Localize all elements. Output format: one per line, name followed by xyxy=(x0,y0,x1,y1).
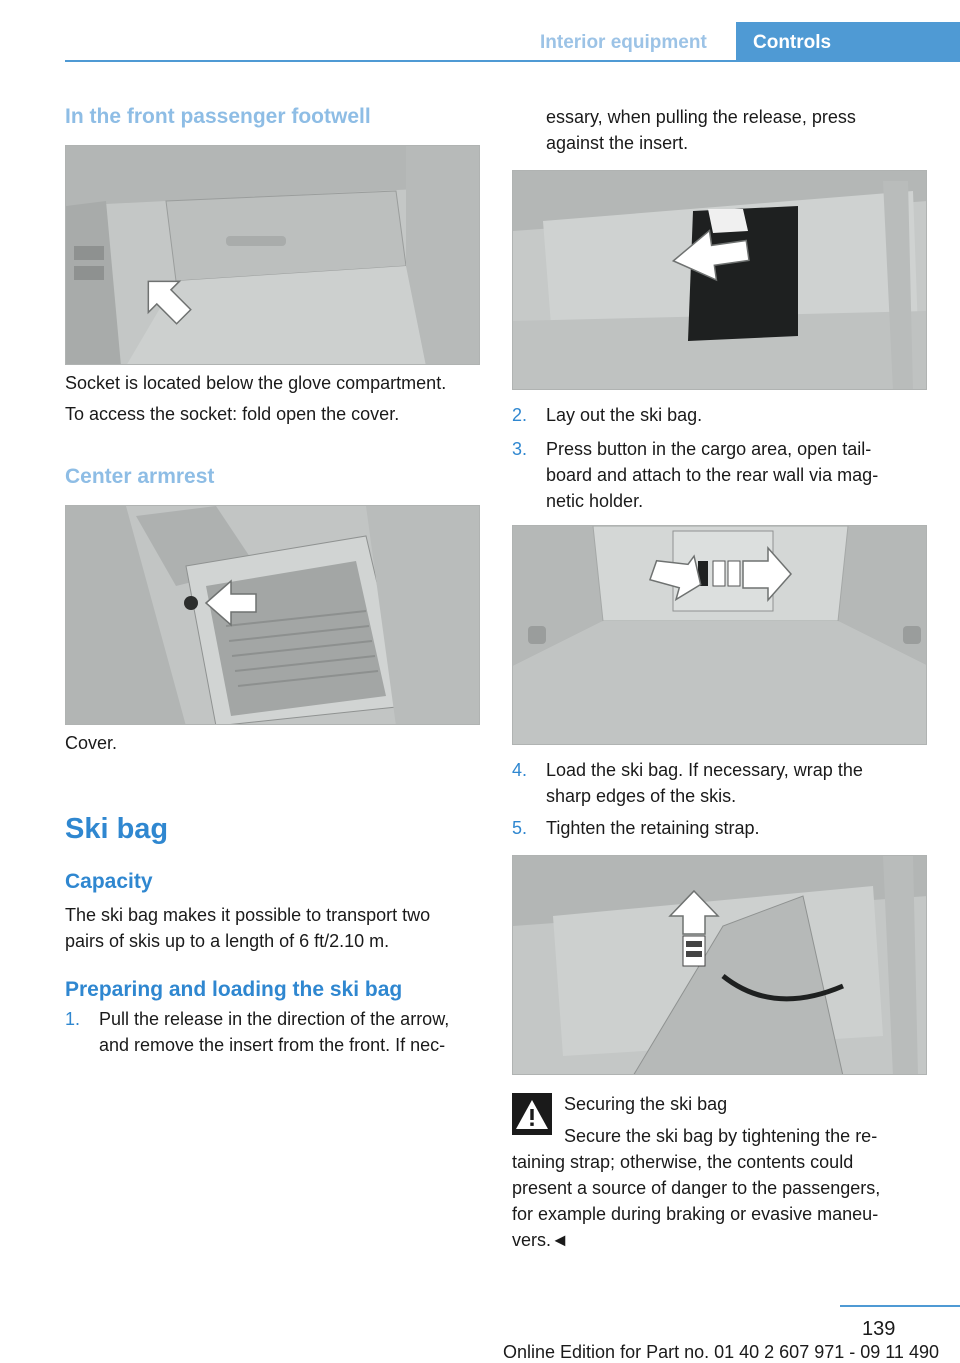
step-1-continued-2: against the insert. xyxy=(546,133,689,153)
ski-bag-heading: Ski bag xyxy=(65,813,169,845)
warning-title: Securing the ski bag xyxy=(564,1094,728,1114)
step-1-text-2: and remove the insert from the front. If nec‐ xyxy=(99,1035,446,1055)
footwell-heading: In the front passenger footwell xyxy=(65,105,371,128)
step-1-number: 1. xyxy=(65,1009,81,1029)
step-1-text-1: Pull the release in the direction of the arrow, xyxy=(99,1009,450,1029)
step-4-text-1: Load the ski bag. If necessary, wrap the xyxy=(546,760,863,780)
capacity-text-1: The ski bag makes it possible to transport two xyxy=(65,905,431,925)
cargo-area-illustration xyxy=(512,525,927,745)
page-number: 139 xyxy=(862,1318,896,1340)
step-2-number: 2. xyxy=(512,405,528,425)
retaining-strap-illustration xyxy=(512,855,927,1075)
warning-text-5: vers.◄ xyxy=(512,1230,569,1250)
footwell-illustration xyxy=(65,145,480,365)
footwell-caption-2: To access the socket: fold open the cover. xyxy=(65,404,400,424)
header-chapter-label: Controls xyxy=(753,32,832,53)
footwell-caption-1: Socket is located below the glove compartment. xyxy=(65,373,447,393)
warning-text-3: present a source of danger to the passengers, xyxy=(512,1178,881,1198)
preparing-heading: Preparing and loading the ski bag xyxy=(65,978,403,1001)
capacity-heading: Capacity xyxy=(65,870,153,893)
armrest-caption: Cover. xyxy=(65,733,118,753)
rear-seat-insert-illustration xyxy=(512,170,927,390)
step-5-number: 5. xyxy=(512,818,528,838)
footer-edition: Online Edition for Part no. 01 40 2 607 971 - 09 11 490 xyxy=(503,1342,939,1362)
warning-text-2: taining strap; otherwise, the contents could xyxy=(512,1152,854,1172)
header-rule xyxy=(65,60,960,62)
step-3-number: 3. xyxy=(512,439,528,459)
warning-icon xyxy=(512,1093,552,1135)
header-section-title: Interior equipment xyxy=(540,32,707,53)
step-4-text-2: sharp edges of the skis. xyxy=(546,786,737,806)
step-3-text-1: Press button in the cargo area, open tail‐ xyxy=(546,439,872,459)
step-1-continued-1: essary, when pulling the release, press xyxy=(546,107,856,127)
step-3-text-3: netic holder. xyxy=(546,491,644,511)
header-chapter-tab[interactable] xyxy=(736,22,960,62)
warning-text-4: for example during braking or evasive maneu‐ xyxy=(512,1204,879,1224)
footer-rule xyxy=(840,1305,960,1307)
capacity-text-2: pairs of skis up to a length of 6 ft/2.10 m. xyxy=(65,931,390,951)
step-5-text: Tighten the retaining strap. xyxy=(546,818,760,838)
step-2-text: Lay out the ski bag. xyxy=(546,405,703,425)
step-4-number: 4. xyxy=(512,760,528,780)
armrest-heading: Center armrest xyxy=(65,465,215,488)
warning-text-1: Secure the ski bag by tightening the re‐ xyxy=(564,1126,878,1146)
step-3-text-2: board and attach to the rear wall via mag‐ xyxy=(546,465,879,485)
armrest-illustration xyxy=(65,505,480,725)
